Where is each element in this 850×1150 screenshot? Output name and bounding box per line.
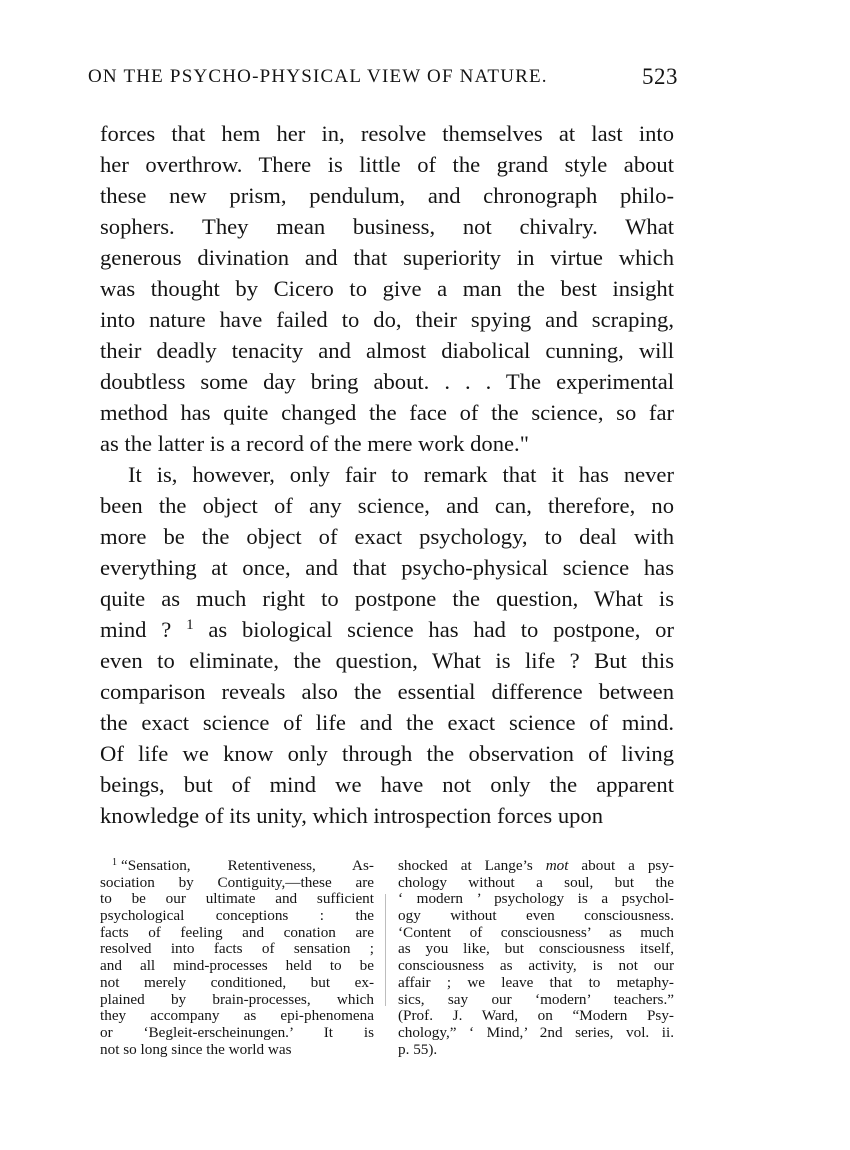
text-line: beings, but of mind we have not only the apparent <box>100 772 674 797</box>
text-line: as the latter is a record of the mere work done." <box>100 431 529 456</box>
text-line: comparison reveals also the essential difference between <box>100 679 674 704</box>
emphasis: mot <box>545 857 569 874</box>
footnote-line: not so long since the world was <box>100 1040 292 1058</box>
footnote-line: sics, say our ‘modern’ teachers.” <box>398 990 674 1008</box>
text-line: method has quite changed the face of the science, so far <box>100 400 674 425</box>
footnote-line: resolved into facts of sensation ; <box>100 940 374 958</box>
footnote-line: to be our ultimate and sufficient <box>100 890 374 908</box>
footnote-line: they accompany as epi-phenomena <box>100 1007 374 1025</box>
text-line: been the object of any science, and can, therefore, no <box>100 493 674 518</box>
text-line: quite as much right to postpone the question, What is <box>100 586 674 611</box>
footnote-line: p. 55). <box>398 1040 438 1058</box>
text-line: even to eliminate, the question, What is life ? But this <box>100 648 674 673</box>
text-line: It is, however, only fair to remark that it has never <box>128 462 674 487</box>
text-line: her overthrow. There is little of the grand style about <box>100 152 674 177</box>
footnote-line: plained by brain-processes, which <box>100 990 374 1008</box>
footnote-line: ogy without even consciousness. <box>398 907 674 925</box>
text-line: more be the object of exact psychology, to deal with <box>100 524 674 549</box>
text-line <box>100 614 674 645</box>
footnote-line: not merely conditioned, but ex- <box>100 973 374 991</box>
text-line: the exact science of life and the exact science of mind. <box>100 710 674 735</box>
text-line: knowledge of its unity, which introspection forces upon <box>100 803 604 828</box>
footnote-line: or ‘Begleit-erscheinungen.’ It is <box>100 1023 374 1041</box>
footnote-block <box>100 858 676 1078</box>
footnote-line: affair ; we leave that to metaphy- <box>398 973 674 991</box>
running-head <box>88 66 678 96</box>
text-run: mind ? <box>100 617 187 642</box>
footnote-line: ‘Content of consciousness’ as much <box>398 923 674 941</box>
paragraph-1 <box>100 118 674 459</box>
text-line: doubtless some day bring about. . . . The experimental <box>100 369 674 394</box>
footnote-marker: 1 <box>112 857 117 868</box>
footnote-line <box>100 858 374 875</box>
footnote-column-left <box>100 858 374 1058</box>
text-run: “Sensation, Retentiveness, As- <box>121 857 374 874</box>
text-line: Of life we know only through the observation of living <box>100 741 674 766</box>
paragraph-2 <box>100 459 674 831</box>
column-divider <box>385 894 386 1006</box>
text-line: sophers. They mean business, not chivalry. What <box>100 214 674 239</box>
text-line: was thought by Cicero to give a man the best insight <box>100 276 674 301</box>
footnote-line <box>398 858 674 875</box>
text-run: shocked at Lange’s <box>398 857 546 874</box>
footnote-line: sociation by Contiguity,—these are <box>100 873 374 891</box>
page-number: 523 <box>642 64 678 89</box>
text-line: into nature have failed to do, their spying and scraping, <box>100 307 674 332</box>
text-run: about a psy- <box>568 857 674 874</box>
footnote-line: psychological conceptions : the <box>100 907 374 925</box>
footnote-line: ‘ modern ’ psychology is a psychol- <box>398 890 674 908</box>
footnote-line: (Prof. J. Ward, on “Modern Psy- <box>398 1007 674 1025</box>
main-text <box>100 118 674 831</box>
running-head-title: ON THE PSYCHO-PHYSICAL VIEW OF NATURE. <box>88 66 548 87</box>
footnote-column-right <box>398 858 674 1058</box>
footnote-line: and all mind-processes held to be <box>100 957 374 975</box>
footnote-reference: 1 <box>186 617 194 633</box>
text-line: generous divination and that superiority in virtue which <box>100 245 674 270</box>
footnote-line: as you like, but consciousness itself, <box>398 940 674 958</box>
footnote-line: consciousness as activity, is not our <box>398 957 674 975</box>
text-line: forces that hem her in, resolve themselves at last into <box>100 121 674 146</box>
text-run: as biological science has had to postpone, or <box>193 617 674 642</box>
text-line: these new prism, pendulum, and chronograph philo- <box>100 183 674 208</box>
footnote-line: chology without a soul, but the <box>398 873 674 891</box>
text-line: their deadly tenacity and almost diabolical cunning, will <box>100 338 674 363</box>
text-line: everything at once, and that psycho-physical science has <box>100 555 674 580</box>
footnote-line: chology,” ‘ Mind,’ 2nd series, vol. ii. <box>398 1023 674 1041</box>
footnote-line: facts of feeling and conation are <box>100 923 374 941</box>
